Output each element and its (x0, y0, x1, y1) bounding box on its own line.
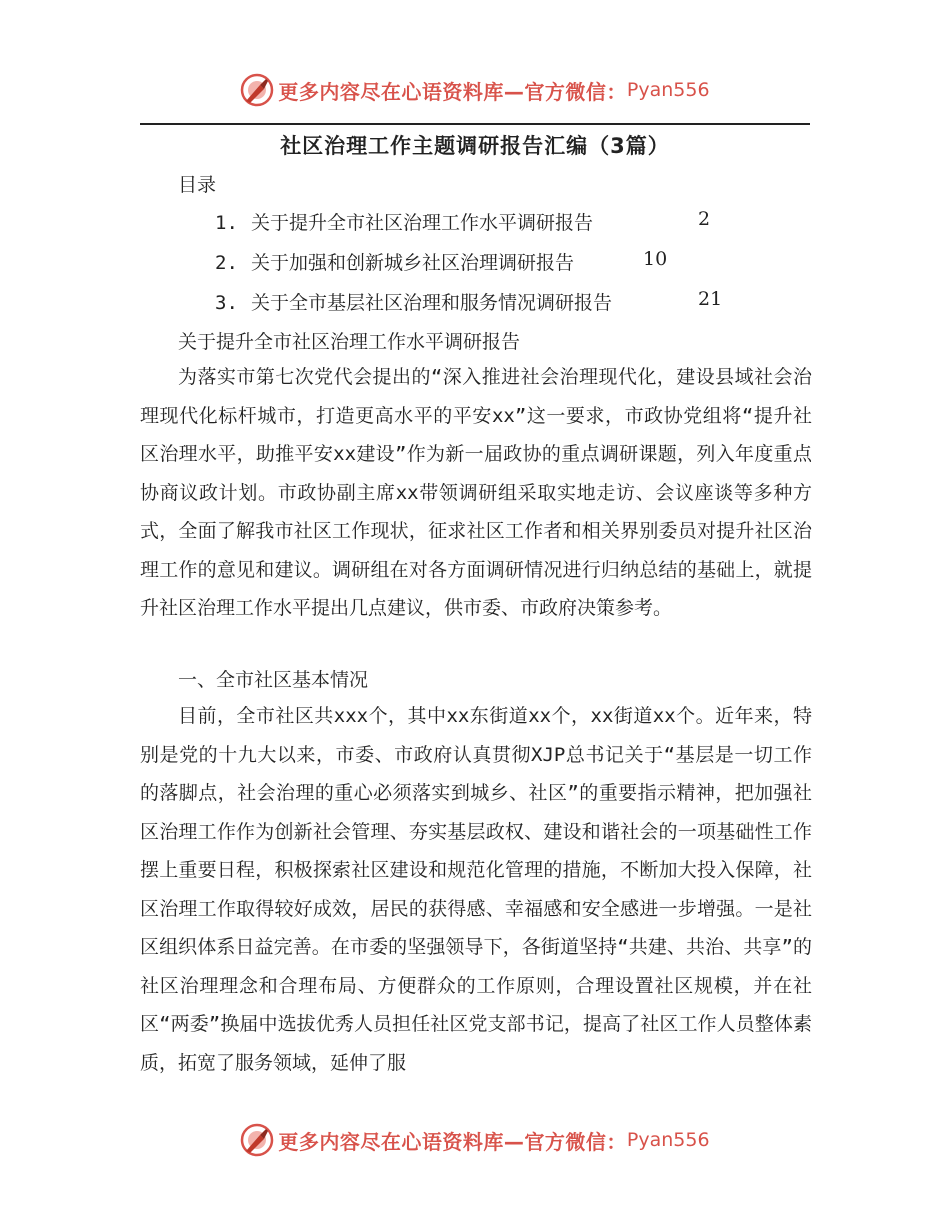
watermark-text: 更多内容尽在心语资料库—官方微信： (278, 1129, 627, 1154)
toc-label: 关于加强和创新城乡社区治理调研报告 (251, 252, 575, 274)
toc-page: 10 (643, 248, 668, 270)
toc-label: 关于提升全市社区治理工作水平调研报告 (251, 212, 594, 234)
section-heading: 一、全市社区基本情况 (178, 669, 369, 691)
header-rule (140, 123, 810, 125)
paragraph-intro: 为落实市第七次党代会提出的“深入推进社会治理现代化，建设县域社会治理现代化标杆城市，打造更高水平的平安xx”这一要求，市政协党组将“提升社区治理水平，助推平安xx建设”作为新一届政协的重点调研课题，列入年度重点协商议政计划。市政协副主席xx带领调研组采取实地走访、会议座谈等多种方式，全面了解我市社区工作现状，征求社区工作者和相关界别委员对提升社区治理工作的意见和建议。调研组在对各方面调研情况进行归纳总结的基础上，就提升社区治理工作水平提出几点建议，供市委、市政府决策参考。 (140, 366, 812, 619)
toc-page: 21 (698, 288, 723, 310)
toc-number: 3. (215, 292, 238, 314)
pen-logo-icon (240, 73, 274, 107)
watermark-contact: Pyan556 (626, 79, 710, 101)
watermark-contact: Pyan556 (626, 1129, 710, 1151)
paragraph-basic-info: 目前，全市社区共xxx个，其中xx东街道xx个，xx街道xx个。近年来，特别是党的十九大以来，市委、市政府认真贯彻XJP总书记关于“基层是一切工作的落脚点，社会治理的重心必须落实到城乡、社区”的重要指示精神，把加强社区治理工作作为创新社会管理、夯实基层政权、建设和谐社会的一项基础性工作摆上重要日程，积极探索社区建设和规范化管理的措施，不断加大投入保障，社区治理工作取得较好成效，居民的获得感、幸福感和安全感进一步增强。一是社区组织体系日益完善。在市委的坚强领导下，各街道坚持“共建、共治、共享”的社区治理理念和合理布局、方便群众的工作原则，合理设置社区规模，并在社区“两委”换届中选拔优秀人员担任社区党支部书记，提高了社区工作人员整体素质，拓宽了服务领域，延伸了服 (140, 705, 812, 1074)
watermark-text: 更多内容尽在心语资料库—官方微信： (278, 79, 627, 104)
toc-number: 1. (215, 212, 238, 234)
toc-item[interactable] (215, 288, 723, 315)
toc-item[interactable] (215, 248, 668, 275)
toc-label: 关于全市基层社区治理和服务情况调研报告 (251, 292, 613, 314)
watermark-banner-bottom (0, 1120, 950, 1160)
toc-number: 2. (215, 252, 238, 274)
watermark-banner-top (0, 70, 950, 110)
document-title: 社区治理工作主题调研报告汇编（3篇） (280, 134, 670, 158)
toc-item[interactable] (215, 208, 711, 235)
toc-heading: 目录 (178, 174, 217, 196)
section-title: 关于提升全市社区治理工作水平调研报告 (178, 331, 521, 353)
pen-logo-icon (240, 1123, 274, 1157)
toc-page: 2 (698, 208, 711, 230)
